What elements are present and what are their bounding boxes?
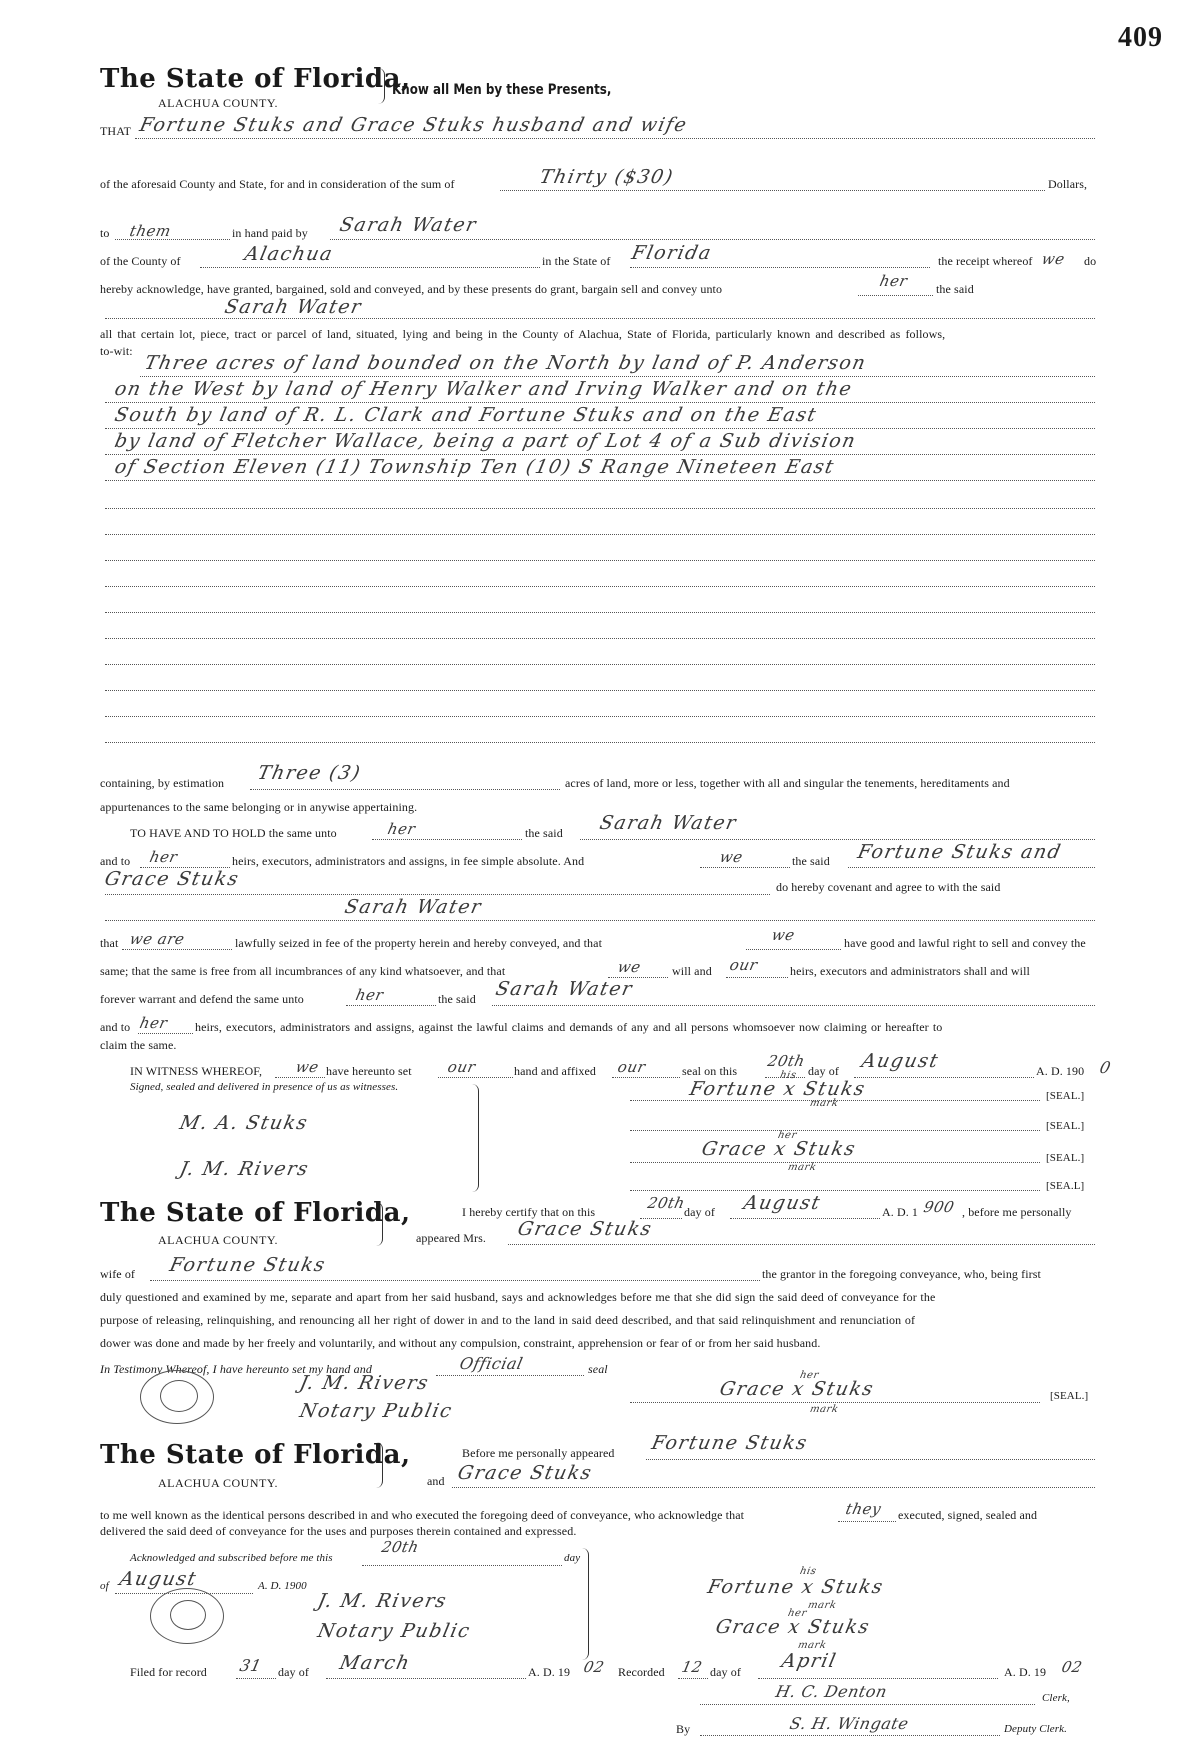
dollars-label: Dollars, [1048, 177, 1088, 191]
ack2-and-label: and [427, 1474, 445, 1488]
her-label: her [798, 1370, 820, 1381]
fill-line [372, 839, 522, 840]
seal-label: [SEA.L] [1046, 1180, 1085, 1192]
fill-line [105, 586, 1095, 587]
covenant-text: do hereby covenant and agree to with the said [776, 880, 1001, 894]
fill-line [452, 1487, 1095, 1488]
mark-label: mark [808, 1098, 840, 1109]
mark-label: mark [786, 1162, 818, 1173]
ack2-person2: Grace Stuks [455, 1462, 595, 1484]
notary-title: Notary Public [297, 1400, 455, 1422]
description-line: on the West by land of Henry Walker and Irving Walker and on the [112, 378, 855, 400]
page-number: 409 [1118, 22, 1163, 53]
mark-label: mark [808, 1404, 840, 1415]
fill-line [105, 742, 1095, 743]
description-line: of Section Eleven (11) Township Ten (10) S Range Nineteen East [112, 456, 837, 478]
ack2-county: ALACHUA COUNTY. [158, 1476, 278, 1490]
ack1-day-of: day of [684, 1205, 715, 1219]
containing-rest: acres of land, more or less, together with all and singular the tenements, hereditaments and [565, 776, 1010, 790]
seal-label: [SEAL.] [1046, 1090, 1085, 1102]
and-to-label: and to [100, 854, 131, 868]
ack2-day-label: day [564, 1552, 581, 1564]
fill-line [700, 867, 790, 868]
description-line: by land of Fletcher Wallace, being a part of Lot 4 of a Sub division [112, 430, 859, 452]
grantors-line2: Grace Stuks [102, 868, 242, 890]
ack1-before: , before me personally [962, 1205, 1072, 1219]
sum-value: Thirty ($30) [537, 166, 676, 188]
seal-label: [SEAL.] [1046, 1152, 1085, 1164]
description-line: Three acres of land bounded on the North by land of P. Anderson [142, 352, 869, 374]
fill-line [580, 839, 1095, 840]
consideration-text: of the aforesaid County and State, for and in consideration of the sum of [100, 177, 455, 191]
to-label: to [100, 226, 110, 240]
seal-on-label: seal on this [682, 1064, 738, 1078]
set-label: have hereunto set [326, 1064, 412, 1078]
ack1-body-line: dower was done and made by her freely and voluntarily, and without any compulsion, constraint, apprehension or fear of or from her said husband. [100, 1336, 821, 1350]
brace [376, 1202, 383, 1246]
filed-ad: A. D. 19 [528, 1665, 571, 1679]
fill-line [326, 1678, 526, 1679]
fill-line [492, 1005, 1095, 1006]
grantors-name: Fortune Stuks and Grace Stuks husband and wife [137, 114, 690, 136]
grantee-name: Sarah Water [222, 296, 365, 318]
ack2-they: they [844, 1500, 883, 1518]
official-word: Official [457, 1354, 525, 1373]
fill-line [200, 267, 540, 268]
recorded-year: 02 [1060, 1658, 1085, 1676]
that-label: THAT [100, 124, 132, 138]
fill-line [508, 1244, 1095, 1245]
heirs-text: heirs, executors, administrators and assigns, in fee simple absolute. And [232, 854, 585, 868]
to-have-pronoun: her [386, 820, 418, 838]
fill-line [122, 949, 232, 950]
fill-line [854, 1077, 1034, 1078]
fill-line [105, 894, 770, 895]
forever-label: forever warrant and defend the same unto [100, 992, 304, 1006]
and-to-2-label: and to [100, 1020, 131, 1034]
forever-said: the said [438, 992, 476, 1006]
seal-word: seal [588, 1362, 608, 1376]
fill-line [105, 638, 1095, 639]
filed-year: 02 [582, 1658, 607, 1676]
signature-fortune: Fortune x Stuks [687, 1078, 868, 1100]
fill-line [630, 267, 930, 268]
witness-we: we [294, 1058, 321, 1076]
witness-our: our [446, 1058, 478, 1076]
fill-line [630, 1190, 1040, 1191]
signed-label: Signed, sealed and delivered in presence of us as witnesses. [130, 1081, 399, 1093]
ack1-ad: A. D. 1 [882, 1205, 919, 1219]
fill-line [105, 612, 1095, 613]
ack2-signature2: Grace x Stuks [713, 1616, 873, 1638]
fill-line [678, 1678, 708, 1679]
fill-line [105, 508, 1095, 509]
fill-line [105, 920, 1095, 921]
fill-line [105, 664, 1095, 665]
ack2-person1: Fortune Stuks [649, 1432, 811, 1454]
ack1-day: 20th [646, 1194, 687, 1212]
county-of-value: Alachua [242, 243, 336, 265]
fill-line [150, 1280, 760, 1281]
fill-line [436, 1375, 584, 1376]
convey-pronoun: her [878, 272, 910, 290]
fill-line [612, 1077, 680, 1078]
know-all-heading: Know all Men by these Presents, [392, 82, 612, 98]
paid-by-label: in hand paid by [232, 226, 308, 240]
fill-line [275, 1077, 325, 1078]
certify-label: I hereby certify that on this [462, 1205, 596, 1219]
seized-value: we are [128, 930, 187, 948]
will-pronoun: we [616, 958, 643, 976]
fill-line [858, 295, 933, 296]
receipt-label: the receipt whereof [938, 254, 1033, 268]
fill-line [838, 1521, 896, 1522]
husband-name: Fortune Stuks [167, 1254, 329, 1276]
mark-label: mark [806, 1600, 838, 1611]
acres-value: Three (3) [255, 762, 364, 784]
witness-our-2: our [616, 1058, 648, 1076]
to-value: them [128, 222, 173, 240]
ack2-signature1: Fortune x Stuks [705, 1576, 886, 1598]
wife-label: wife of [100, 1267, 136, 1281]
witness-year-digit: 0 [1097, 1058, 1113, 1077]
known-label: to me well known as the identical persons described in and who executed the foregoing deed of conveyance, who acknowledge that [100, 1508, 745, 1522]
fill-line [630, 1162, 1040, 1163]
fill-line [646, 1459, 1095, 1460]
our-pronoun: our [728, 956, 760, 974]
witness-ad: A. D. 190 [1036, 1064, 1085, 1078]
clerk-name: H. C. Denton [773, 1682, 889, 1701]
covenant-name: Sarah Water [342, 896, 485, 918]
recorded-ad: A. D. 19 [1004, 1665, 1047, 1679]
seal-label: [SEAL.] [1046, 1120, 1085, 1132]
ack1-county: ALACHUA COUNTY. [158, 1233, 278, 1247]
fill-line [105, 428, 1095, 429]
witness1-signature: M. A. Stuks [177, 1112, 311, 1134]
fill-line [330, 239, 1095, 240]
do-label: do [1084, 254, 1097, 268]
witness-day-of: day of [808, 1064, 839, 1078]
fill-line [138, 1033, 193, 1034]
county-label: ALACHUA COUNTY. [158, 96, 278, 110]
ack2-ad: A. D. 1900 [258, 1580, 307, 1592]
recorded-day-of: day of [710, 1665, 741, 1679]
claim-end: claim the same. [100, 1038, 177, 1052]
the-said-label: the said [936, 282, 974, 296]
warrant-heirs: heirs, executors and administrators shall and will [790, 964, 1030, 978]
that-label-2: that [100, 936, 119, 950]
fill-line [758, 1678, 998, 1679]
by-label: By [676, 1722, 691, 1736]
to-have-grantee: Sarah Water [597, 812, 740, 834]
delivered-label: delivered the said deed of conveyance for the uses and purposes therein contained and expressed. [100, 1524, 577, 1538]
to-wit-label: to-wit: [100, 344, 133, 358]
seized-pronoun: we [770, 926, 797, 944]
hand-label: hand and affixed [514, 1064, 597, 1078]
ack1-state-title: The State of Florida, [100, 1198, 411, 1228]
fill-line [730, 1218, 880, 1219]
her-label: her [786, 1608, 808, 1619]
ack2-day: 20th [380, 1538, 421, 1556]
witness-intro: IN WITNESS WHEREOF, [130, 1064, 263, 1078]
witness-day: 20th [766, 1052, 807, 1070]
fill-line [105, 716, 1095, 717]
receipt-pronoun: we [1040, 250, 1067, 268]
testimony-label: In Testimony Whereof, I have hereunto set my hand and [100, 1362, 372, 1376]
ack2-state-title: The State of Florida, [100, 1440, 411, 1470]
and-to-pronoun: her [148, 848, 180, 866]
fill-line [105, 534, 1095, 535]
fill-line [250, 789, 560, 790]
recorded-day: 12 [680, 1658, 705, 1676]
and-pronoun: we [718, 848, 745, 866]
seal-label: [SEAL.] [1050, 1390, 1089, 1402]
ack2-month: August [117, 1568, 200, 1590]
ack2-notary-title: Notary Public [315, 1620, 473, 1642]
clerk-label: Clerk, [1042, 1692, 1070, 1704]
notary-seal-stamp [170, 1600, 206, 1630]
fill-line [346, 1005, 436, 1006]
forever-pronoun: her [354, 986, 386, 1004]
fill-line [746, 949, 841, 950]
ack1-month: August [741, 1192, 824, 1214]
state-title: The State of Florida, [100, 64, 411, 94]
fill-line [236, 1678, 276, 1679]
witness2-signature: J. M. Rivers [177, 1158, 312, 1180]
notary-seal-stamp [160, 1380, 198, 1412]
recorded-month: April [779, 1650, 839, 1672]
filed-day-of: day of [278, 1665, 309, 1679]
appeared-label: appeared Mrs. [416, 1231, 486, 1245]
free-text: same; that the same is free from all incumbrances of any kind whatsoever, and that [100, 964, 506, 978]
brace [472, 1084, 479, 1192]
ack1-signature: Grace x Stuks [717, 1378, 877, 1400]
fill-line [848, 867, 1095, 868]
his-label: his [778, 1070, 798, 1081]
fill-line [105, 480, 1095, 481]
description-line: South by land of R. L. Clark and Fortune Stuks and on the East [112, 404, 820, 426]
state-of-label: in the State of [542, 254, 611, 268]
brace [582, 1548, 589, 1660]
forever-name: Sarah Water [493, 978, 636, 1000]
fill-line [105, 318, 1095, 319]
and-to-2-pronoun: her [138, 1014, 170, 1032]
ack2-notary-name: J. M. Rivers [315, 1590, 450, 1612]
deputy-label: Deputy Clerk. [1004, 1723, 1068, 1735]
fill-line [105, 402, 1095, 403]
good-right-text: have good and lawful right to sell and convey the [844, 936, 1086, 950]
appeared-name: Grace Stuks [515, 1218, 655, 1240]
grantor-text: the grantor in the foregoing conveyance, who, being first [762, 1267, 1041, 1281]
mark-label: mark [796, 1640, 828, 1651]
fill-line [500, 190, 1045, 191]
notary-name: J. M. Rivers [297, 1372, 432, 1394]
to-have-said: the said [525, 826, 563, 840]
witness-month: August [859, 1050, 942, 1072]
filed-month: March [337, 1652, 413, 1674]
paid-by-name: Sarah Water [337, 214, 480, 236]
filed-day: 31 [237, 1656, 264, 1675]
fill-line [105, 560, 1095, 561]
fill-line [438, 1077, 513, 1078]
her-label: her [776, 1130, 798, 1141]
filed-label: Filed for record [130, 1665, 207, 1679]
fill-line [105, 454, 1095, 455]
fill-line [726, 977, 788, 978]
fill-line [105, 690, 1095, 691]
brace [376, 1442, 383, 1488]
fill-line [630, 1130, 1040, 1131]
brace [378, 68, 385, 104]
fill-line [140, 376, 1095, 377]
ack1-body-line: duly questioned and examined by me, separate and apart from her said husband, says and acknowledges before me that she did sign the said deed of conveyance for the [100, 1290, 936, 1304]
signature-grace: Grace x Stuks [699, 1138, 859, 1160]
all-that-text: all that certain lot, piece, tract or parcel of land, situated, lying and being in the County of Alachua, State of Florida, particularly known and described as follows, [100, 327, 946, 341]
ack1-body-line: purpose of releasing, relinquishing, and renouncing all her right of dower in and to the land in said deed described, and that said relinquishment and renunciation of [100, 1313, 916, 1327]
claims-text: heirs, executors, administrators and assigns, against the lawful claims and demands of any and all persons whomsoever now claiming or hereafter to [195, 1020, 943, 1034]
ack2-of-label: of [100, 1580, 109, 1592]
his-label: his [798, 1566, 818, 1577]
deputy-name: S. H. Wingate [787, 1714, 911, 1733]
will-label: will and [672, 964, 712, 978]
recorded-label: Recorded [618, 1665, 665, 1679]
seized-text: lawfully seized in fee of the property herein and hereby conveyed, and that [235, 936, 603, 950]
state-of-value: Florida [629, 242, 715, 264]
executed-label: executed, signed, sealed and [898, 1508, 1038, 1522]
fill-line [700, 1735, 1000, 1736]
ack1-year: 900 [922, 1198, 957, 1216]
fill-line [135, 138, 1095, 139]
containing-label: containing, by estimation [100, 776, 225, 790]
fill-line [630, 1402, 1040, 1403]
and-the-said: the said [792, 854, 830, 868]
grantors-line1: Fortune Stuks and [855, 841, 1064, 863]
fill-line [700, 1704, 1035, 1705]
appurtenances-text: appurtenances to the same belonging or in anywise appertaining. [100, 800, 418, 814]
ack2-before-label: Before me personally appeared [462, 1446, 615, 1460]
fill-line [362, 1565, 562, 1566]
county-of-label: of the County of [100, 254, 181, 268]
subscribed-label: Acknowledged and subscribed before me this [130, 1552, 333, 1564]
hereby-text: hereby acknowledge, have granted, bargained, sold and conveyed, and by these presents do grant, bargain sell and convey unto [100, 282, 723, 296]
to-have-label: TO HAVE AND TO HOLD the same unto [130, 826, 337, 840]
